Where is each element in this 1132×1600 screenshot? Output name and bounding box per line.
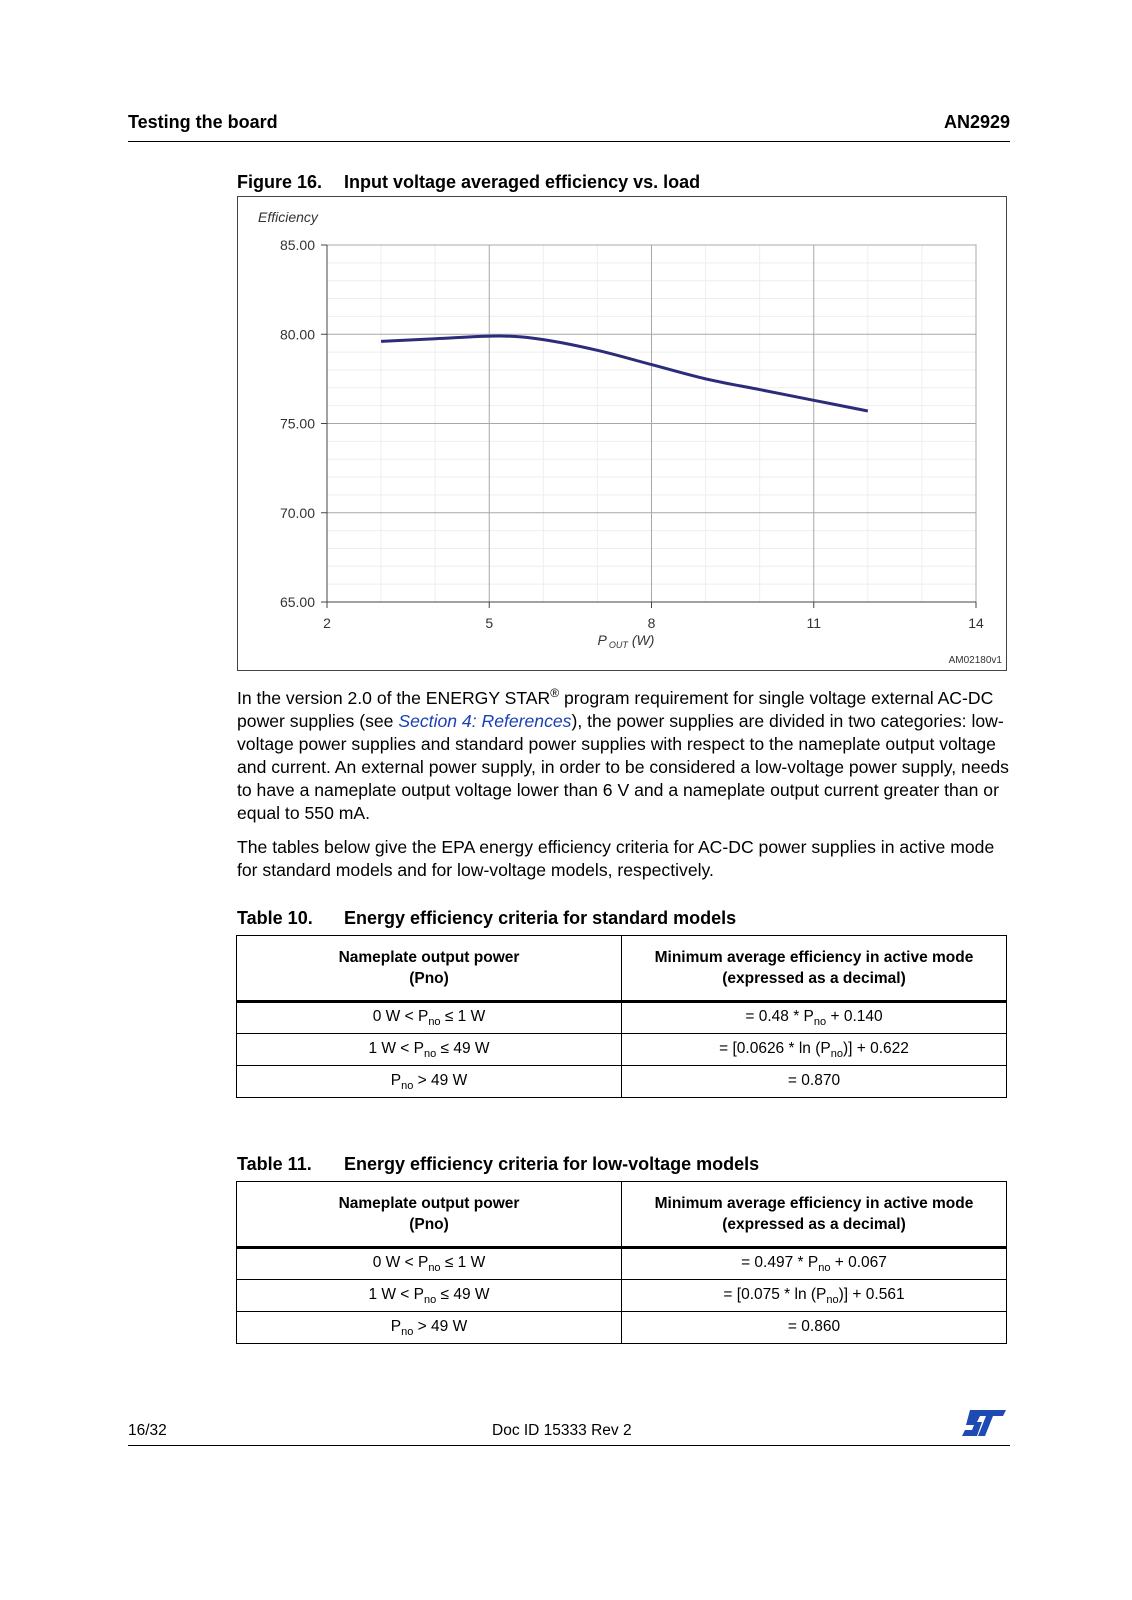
- table11-header-row: [237, 1182, 1007, 1248]
- p1-part-b: program requirement for single voltage external AC-DC power supplies (see: [237, 687, 994, 731]
- p1-part-c: ), the power supplies are divided in two categories: low-voltage power supplies and standard power supplies with respect to the nameplate output voltage and current. An external power supply, in order to be considered a low-voltage power supply, needs to have a nameplate output voltage lower than 6 V and a nameplate output current greater than or equal to 550 mA.: [237, 710, 1009, 823]
- table10-r1-power: 0 $W < P_{no} \le 1$ W: [237, 1002, 622, 1034]
- table11-r3-power: $P_{no} > 49$ W: [237, 1312, 622, 1344]
- table10-col1-header: [237, 936, 622, 1002]
- table10-col1-line2: (Pno): [409, 970, 449, 987]
- x-tick-label: 11: [806, 615, 822, 631]
- x-axis-label: [598, 632, 655, 650]
- table10-r1-efficiency: = $0.48 * P_{no} + 0.140$: [622, 1002, 1007, 1034]
- table10-r3-power: $P_{no} > 49$ W: [237, 1066, 622, 1098]
- table10-header-row: [237, 936, 1007, 1002]
- table11-col2-line1: Minimum average efficiency in active mode: [654, 1195, 974, 1212]
- figure-number: Figure 16.: [237, 172, 323, 192]
- page-number: 16/32: [128, 1422, 167, 1439]
- y-axis-label: Efficiency: [258, 209, 318, 225]
- table10-number: Table 10.: [237, 908, 313, 928]
- registered-mark: ®: [550, 686, 560, 700]
- table11-col1-line1: Nameplate output power: [338, 1195, 520, 1212]
- y-tick-label: 65.00: [279, 594, 315, 610]
- table10-col2-line1: Minimum average efficiency in active mode: [654, 949, 974, 966]
- table11-r3-efficiency: = 0.860: [622, 1312, 1007, 1344]
- table10-r2-power: 1 $W < P_{no} \le 49$ W: [237, 1034, 622, 1066]
- p1-part-a: In the version 2.0 of the ENERGY STAR: [237, 687, 551, 708]
- doc-code: AN2929: [943, 112, 1010, 132]
- y-tick-label: 80.00: [279, 326, 315, 343]
- table11-number: Table 11.: [237, 1154, 312, 1174]
- table-row: [237, 1034, 1007, 1066]
- x-tick-label: 8: [647, 615, 656, 631]
- x-tick-label: 5: [485, 615, 494, 631]
- header-rule: [128, 141, 1010, 142]
- table11-r1-power: 0 $W < P_{no} \le 1$ W: [237, 1248, 622, 1280]
- x-axis-label-unit: (W): [631, 632, 655, 648]
- footer-rule: [128, 1445, 1010, 1446]
- table11: [236, 1181, 1007, 1344]
- table11-col1-line2: (Pno): [409, 1216, 449, 1233]
- x-tick-label: 2: [323, 615, 331, 631]
- table11-caption: [237, 1154, 759, 1175]
- y-tick-label: 75.00: [279, 415, 315, 432]
- table-row: [237, 1002, 1007, 1034]
- table11-col1-header: [237, 1182, 622, 1248]
- st-logo-icon: [960, 1408, 1008, 1438]
- efficiency-chart: [238, 197, 1008, 672]
- table-row: [237, 1066, 1007, 1098]
- table-row: [237, 1248, 1007, 1280]
- section-title: Testing the board: [128, 112, 278, 132]
- x-axis-label-main: P: [597, 632, 607, 648]
- y-tick-label: 70.00: [279, 504, 315, 521]
- table11-r2-power: 1 $W < P_{no} \le 49$ W: [237, 1280, 622, 1312]
- table11-r1-efficiency: = $0.497 * P_{no} + 0.067$: [622, 1248, 1007, 1280]
- table10-title: Energy efficiency criteria for standard models: [344, 908, 737, 928]
- table11-col2-header: [622, 1182, 1007, 1248]
- table11-title: Energy efficiency criteria for low-voltage models: [344, 1154, 760, 1174]
- chart-frame: [237, 196, 1007, 671]
- y-tick-label: 85.00: [279, 237, 315, 253]
- figure-ref-code: AM02180v1: [948, 655, 1002, 666]
- x-tick-label: 14: [968, 615, 984, 631]
- doc-id: Doc ID 15333 Rev 2: [492, 1422, 632, 1439]
- table10-col1-line1: Nameplate output power: [338, 949, 520, 966]
- x-axis-label-sub: OUT: [608, 640, 628, 650]
- table-row: [237, 1280, 1007, 1312]
- table10-r3-efficiency: = 0.870: [622, 1066, 1007, 1098]
- figure-title: Input voltage averaged efficiency vs. load: [344, 172, 701, 192]
- table10-col2-line2: (expressed as a decimal): [722, 970, 906, 987]
- table10-col2-header: [622, 936, 1007, 1002]
- paragraph-tables-intro: The tables below give the EPA energy efficiency criteria for AC-DC power supplies in active mode for standard models and for low-voltage models, respectively.: [237, 837, 995, 880]
- table11-r2-efficiency: = $[0.075 * \ln (P_{no})] + 0.561$: [622, 1280, 1007, 1312]
- paragraph-energy-star: [237, 682, 1017, 825]
- table-row: [237, 1312, 1007, 1344]
- table10: [236, 935, 1007, 1098]
- table10-r2-efficiency: = $[0.0626 * \ln (P_{no})] + 0.622$: [622, 1034, 1007, 1066]
- references-link[interactable]: Section 4: References: [398, 710, 572, 731]
- figure-caption: [237, 172, 700, 193]
- table11-col2-line2: (expressed as a decimal): [722, 1216, 906, 1233]
- table10-caption: [237, 908, 736, 929]
